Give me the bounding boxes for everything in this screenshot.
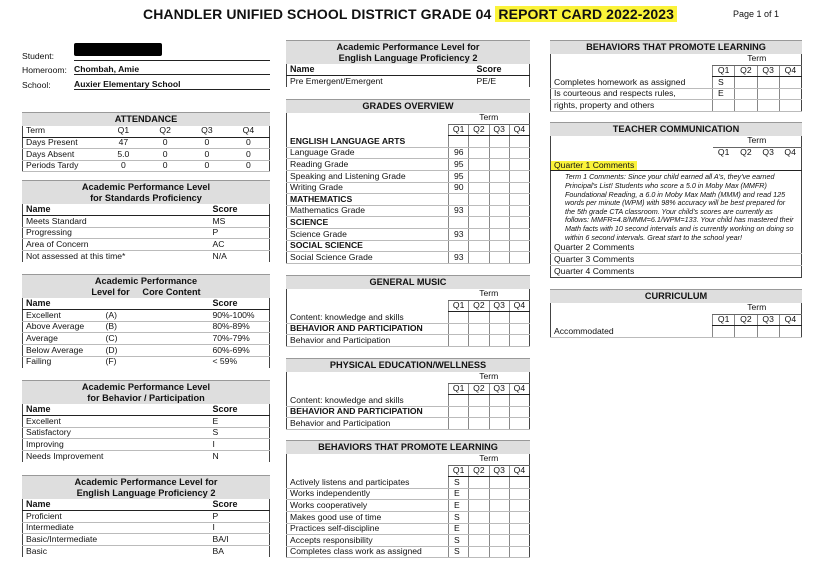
attendance-cell: 0 xyxy=(103,160,145,172)
table-row xyxy=(287,205,530,217)
legend-score-header: Score xyxy=(210,499,270,511)
q1-value xyxy=(449,418,469,430)
report-title-highlight: REPORT CARD 2022-2023 xyxy=(495,6,677,22)
apl-behavior-title-line1: Academic Performance Level xyxy=(81,382,211,392)
legend-cell: 90%-100% xyxy=(210,310,270,322)
row-label: Language Grade xyxy=(287,147,449,159)
q1-value: S xyxy=(449,512,469,524)
table-row xyxy=(287,136,530,148)
table-row xyxy=(287,488,530,500)
row-label: Accepts responsibility xyxy=(287,535,449,547)
attendance-cell: 0 xyxy=(228,149,270,161)
legend-cell: I xyxy=(210,522,270,534)
quarter-header: Q2 xyxy=(469,465,489,477)
table-row xyxy=(551,88,802,100)
legend-cell: Improving xyxy=(23,439,210,451)
row-label: Works independently xyxy=(287,488,449,500)
apl-content-title-line1: Academic Performance xyxy=(94,276,198,286)
legend-cell: (A) xyxy=(103,310,210,322)
legend-cell: N xyxy=(212,450,219,461)
legend-name-header: Name xyxy=(287,64,474,76)
row-label: Science Grade xyxy=(287,229,449,241)
quarter1-comments-label: Quarter 1 Comments xyxy=(551,161,637,170)
legend-name-header: Name xyxy=(23,298,210,310)
behaviors_right-term-label: Term xyxy=(713,54,802,66)
legend-cell: Proficient xyxy=(23,511,210,523)
row-label: SCIENCE xyxy=(287,217,449,229)
behaviors-mid-section xyxy=(286,440,530,558)
quarter2-comments-label: Quarter 2 Comments xyxy=(551,242,713,254)
quarter-header: Q3 xyxy=(489,124,509,136)
attendance-cell: Periods Tardy xyxy=(23,160,103,172)
quarter-header: Q2 xyxy=(469,383,489,395)
attendance-row xyxy=(23,149,270,161)
behaviors_mid-quarter-row xyxy=(287,465,530,477)
curriculum-quarter-row xyxy=(551,314,802,326)
legend-cell: N/A xyxy=(212,250,227,261)
legend-cell: P xyxy=(210,511,270,523)
report-title xyxy=(143,7,677,22)
attendance-col-header: Q1 xyxy=(103,126,145,138)
apl-behavior-table xyxy=(22,404,270,462)
legend-row xyxy=(23,356,270,368)
legend-row xyxy=(23,227,270,239)
teacher-comm-q1-header: Q1 xyxy=(717,147,730,158)
apl-content-title xyxy=(22,274,270,298)
legend-cell: (B) xyxy=(103,321,210,333)
attendance-section xyxy=(22,112,270,172)
legend-cell: (F) xyxy=(105,356,117,367)
teacher-comm-q3-header: Q3 xyxy=(762,147,774,158)
general_music-term-label: Term xyxy=(449,289,530,301)
quarter-header: Q3 xyxy=(757,314,779,326)
curriculum-title: CURRICULUM xyxy=(550,289,802,303)
q1-value: 90 xyxy=(449,182,469,194)
legend-row xyxy=(23,439,270,451)
row-label: Accommodated xyxy=(551,326,713,338)
legend-cell: Intermediate xyxy=(23,522,210,534)
attendance-col-header: Q4 xyxy=(228,126,270,138)
legend-cell: Satisfactory xyxy=(23,427,210,439)
q1-value: S xyxy=(449,535,469,547)
row-label: Behavior and Participation xyxy=(287,335,449,347)
legend-row xyxy=(287,76,530,88)
behaviors_mid-term-label: Term xyxy=(449,454,530,466)
legend-cell: Failing xyxy=(26,356,52,367)
legend-score-header: Score xyxy=(210,404,270,416)
legend-cell: Needs Improvement xyxy=(26,450,104,461)
legend-cell: Excellent xyxy=(23,416,210,428)
general_music-term-row xyxy=(287,289,530,301)
apl_elp_top-header-row xyxy=(287,64,530,76)
row-label: Speaking and Listening Grade xyxy=(287,171,449,183)
quarter-header: Q4 xyxy=(509,383,529,395)
apl-elp-left-table xyxy=(22,499,270,557)
table-row xyxy=(551,77,802,89)
q1-value: E xyxy=(449,488,469,500)
table-row xyxy=(287,171,530,183)
quarter-header: Q2 xyxy=(735,314,757,326)
legend-cell: Below Average xyxy=(23,345,103,357)
apl-content-table xyxy=(22,298,270,368)
attendance-header-row xyxy=(23,126,270,138)
grades-overview-section xyxy=(286,99,530,264)
table-row xyxy=(287,477,530,489)
q1-value: E xyxy=(449,500,469,512)
apl_behavior-header-row xyxy=(23,404,270,416)
quarter-header: Q1 xyxy=(713,314,735,326)
q1-value xyxy=(449,395,469,407)
attendance-cell: 0 xyxy=(186,160,228,172)
legend-cell: Meets Standard xyxy=(23,216,210,228)
behaviors_right-term-row xyxy=(551,54,802,66)
legend-cell: BA/I xyxy=(210,534,270,546)
attendance-cell: 0 xyxy=(144,137,186,149)
general-music-title: GENERAL MUSIC xyxy=(286,275,530,289)
row-label: Completes class work as assigned xyxy=(287,546,449,558)
legend-row xyxy=(23,310,270,322)
attendance-cell: Days Present xyxy=(23,137,103,149)
legend-cell: Area of Concern xyxy=(23,239,210,251)
grades_overview-quarter-row xyxy=(287,124,530,136)
apl-standards-table xyxy=(22,204,270,262)
quarter3-comments-label: Quarter 3 Comments xyxy=(551,254,713,266)
row-label: SOCIAL SCIENCE xyxy=(287,240,449,252)
attendance-cell: 0 xyxy=(144,149,186,161)
attendance-title: ATTENDANCE xyxy=(22,112,270,126)
quarter-header: Q4 xyxy=(779,314,801,326)
apl-standards-title-line1: Academic Performance Level xyxy=(81,182,211,192)
teacher-comm-q2-header: Q2 xyxy=(740,147,752,158)
row-label: Makes good use of time xyxy=(287,512,449,524)
homeroom-label: Homeroom: xyxy=(22,64,67,75)
student-label: Student: xyxy=(22,50,55,61)
legend-row xyxy=(23,321,270,333)
table-row xyxy=(287,523,530,535)
attendance-cell: 0 xyxy=(228,160,270,172)
legend-row xyxy=(23,534,270,546)
table-row xyxy=(287,546,530,558)
legend-cell: 60%-69% xyxy=(210,345,270,357)
table-row xyxy=(287,406,530,418)
apl-elp-left-title xyxy=(22,475,270,499)
table-row xyxy=(287,217,530,229)
quarter-header: Q1 xyxy=(449,300,469,312)
teacher-comm-term-label: Term xyxy=(713,136,802,148)
general-music-section xyxy=(286,275,530,347)
table-row xyxy=(287,312,530,324)
q1-value: 93 xyxy=(449,229,469,241)
quarter-header: Q1 xyxy=(713,65,735,77)
general_music-quarter-row xyxy=(287,300,530,312)
row-label: ENGLISH LANGUAGE ARTS xyxy=(287,136,449,148)
attendance-row xyxy=(23,160,270,172)
attendance-col-header: Q3 xyxy=(186,126,228,138)
behaviors-right-table xyxy=(550,54,802,112)
attendance-cell: 0 xyxy=(144,160,186,172)
q1-value xyxy=(713,100,735,112)
table-row xyxy=(287,240,530,252)
legend-cell: (D) xyxy=(103,345,210,357)
q1-value: E xyxy=(713,88,735,100)
q1-value: 96 xyxy=(449,147,469,159)
row-label: Actively listens and participates xyxy=(287,477,449,489)
row-label: Social Science Grade xyxy=(287,252,449,264)
legend-score-header: Score xyxy=(210,204,270,216)
q1-value: S xyxy=(713,77,735,89)
apl-behavior-title-line2: for Behavior / Participation xyxy=(87,392,205,403)
row-label: Is courteous and respects rules, xyxy=(551,88,713,100)
q1-value xyxy=(449,217,469,229)
table-row xyxy=(287,500,530,512)
quarter-header: Q4 xyxy=(779,65,801,77)
apl-standards-section xyxy=(22,180,270,262)
pe-term-row xyxy=(287,372,530,384)
legend-cell: 80%-89% xyxy=(210,321,270,333)
legend-row xyxy=(23,216,270,228)
school-value: Auxier Elementary School xyxy=(74,80,270,90)
q1-value xyxy=(449,136,469,148)
legend-name-header: Name xyxy=(23,404,210,416)
table-row xyxy=(287,335,530,347)
q1-value xyxy=(449,194,469,206)
curriculum-table xyxy=(550,303,802,338)
table-row xyxy=(287,395,530,407)
report-title-main: CHANDLER UNIFIED SCHOOL DISTRICT GRADE 04 xyxy=(143,6,492,22)
legend-cell: Pre Emergent/Emergent xyxy=(290,76,383,87)
row-label: rights, property and others xyxy=(551,100,713,112)
table-row xyxy=(287,147,530,159)
attendance-cell: 5.0 xyxy=(103,149,145,161)
q1-value: E xyxy=(449,523,469,535)
apl-behavior-title xyxy=(22,380,270,404)
grades-overview-table xyxy=(286,113,530,264)
q1-value xyxy=(449,335,469,347)
q1-value: 93 xyxy=(449,252,469,264)
legend-row xyxy=(23,416,270,428)
student-name-redaction xyxy=(74,43,162,56)
apl-standards-title-line2: for Standards Proficiency xyxy=(90,192,202,203)
behaviors-mid-table xyxy=(286,454,530,559)
apl-elp-top-title xyxy=(286,40,530,64)
quarter-header: Q1 xyxy=(449,124,469,136)
legend-row xyxy=(23,345,270,357)
apl-elp-left-title-line2: English Language Proficiency 2 xyxy=(76,487,216,498)
q1-value xyxy=(449,312,469,324)
legend-name-header: Name xyxy=(23,204,210,216)
general-music-table xyxy=(286,289,530,347)
grades_overview-term-row xyxy=(287,113,530,125)
teacher-comm-section xyxy=(550,122,802,278)
apl-elp-top-table xyxy=(286,64,530,87)
row-label: Content: knowledge and skills xyxy=(287,312,449,324)
quarter-header: Q3 xyxy=(489,383,509,395)
table-row xyxy=(287,512,530,524)
legend-row xyxy=(23,511,270,523)
legend-row xyxy=(23,546,270,558)
legend-cell: E xyxy=(210,416,270,428)
table-row xyxy=(287,323,530,335)
legend-cell: AC xyxy=(210,239,270,251)
legend-row xyxy=(23,451,270,463)
row-label: Practices self-discipline xyxy=(287,523,449,535)
apl-content-title-line2: Level for Core Content xyxy=(91,286,201,297)
legend-cell: PE/E xyxy=(476,76,497,87)
quarter-header: Q2 xyxy=(735,65,757,77)
quarter-header: Q4 xyxy=(509,124,529,136)
row-label: Works cooperatively xyxy=(287,500,449,512)
row-label: Completes homework as assigned xyxy=(551,77,713,89)
row-label: BEHAVIOR AND PARTICIPATION xyxy=(287,406,449,418)
grades_overview-term-label: Term xyxy=(449,113,530,125)
teacher-comm-title: TEACHER COMMUNICATION xyxy=(550,122,802,136)
legend-row xyxy=(23,522,270,534)
table-row xyxy=(287,535,530,547)
legend-cell: < 59% xyxy=(212,356,238,367)
q1-value: 93 xyxy=(449,205,469,217)
row-label: Content: knowledge and skills xyxy=(287,395,449,407)
legend-row xyxy=(23,239,270,251)
legend-cell: Not assessed at this time* xyxy=(26,250,126,261)
pe-section xyxy=(286,358,530,430)
legend-score-header: Score xyxy=(210,298,270,310)
page-number: Page 1 of 1 xyxy=(733,9,780,19)
quarter4-comments-label: Quarter 4 Comments xyxy=(554,265,635,276)
grades-overview-title: GRADES OVERVIEW xyxy=(286,99,530,113)
row-label: BEHAVIOR AND PARTICIPATION xyxy=(287,323,449,335)
legend-row xyxy=(23,427,270,439)
quarter1-comments-text: Term 1 Comments: Since your child earned all A's, they've earned Principal's List! Students who score a 5.0 in Moby Max (MMFR) Foundational Reading, a 6.0 in Moby Max Math (MMM) and read 125 words per minute (WPM) with 98% accuracy will be best prepared for the 5th grade CTA classroom. Your child's scores are currently as follows: MMFR=4.8/MMM=6.1/WPM=133. Your child has mastered their Math facts with 10 second intervals and is currently working on doing so within 6 second intervals. Great start to the school year! xyxy=(565,172,794,242)
quarter-header: Q2 xyxy=(469,124,489,136)
pe-table xyxy=(286,372,530,430)
legend-cell: I xyxy=(210,439,270,451)
apl_standards-header-row xyxy=(23,204,270,216)
legend-cell: P xyxy=(210,227,270,239)
legend-row xyxy=(23,251,270,263)
legend-cell: MS xyxy=(210,216,270,228)
homeroom-value: Chombah, Amie xyxy=(74,65,270,75)
legend-cell: Basic/Intermediate xyxy=(23,534,210,546)
attendance-col-header: Q2 xyxy=(144,126,186,138)
legend-cell: Progressing xyxy=(23,227,210,239)
attendance-cell: 0 xyxy=(186,149,228,161)
teacher-comm-table xyxy=(550,136,802,278)
q1-value: 95 xyxy=(449,171,469,183)
pe-title: PHYSICAL EDUCATION/WELLNESS xyxy=(286,358,530,372)
pe-quarter-row xyxy=(287,383,530,395)
attendance-col-header: Term xyxy=(23,126,103,138)
q1-value xyxy=(713,326,735,338)
legend-name-header: Name xyxy=(23,499,210,511)
attendance-row xyxy=(23,137,270,149)
pe-term-label: Term xyxy=(449,372,530,384)
q1-value xyxy=(449,240,469,252)
quarter-header: Q3 xyxy=(757,65,779,77)
row-label: Mathematics Grade xyxy=(287,205,449,217)
legend-cell: Average xyxy=(23,333,103,345)
table-row xyxy=(551,326,802,338)
q1-value: S xyxy=(449,546,469,558)
curriculum-term-label: Term xyxy=(713,303,802,315)
quarter-header: Q3 xyxy=(489,300,509,312)
behaviors_mid-term-row xyxy=(287,454,530,466)
apl-elp-top-section xyxy=(286,40,530,87)
table-row xyxy=(287,194,530,206)
row-label: Writing Grade xyxy=(287,182,449,194)
apl-elp-left-title-line1: Academic Performance Level for xyxy=(74,477,218,487)
apl-standards-title xyxy=(22,180,270,204)
teacher-comm-q4-header: Q4 xyxy=(784,147,796,158)
quarter-header: Q4 xyxy=(509,300,529,312)
legend-cell: Basic xyxy=(26,545,48,556)
table-row xyxy=(287,252,530,264)
legend-cell: BA xyxy=(212,545,224,556)
table-row xyxy=(287,418,530,430)
behaviors-right-title: BEHAVIORS THAT PROMOTE LEARNING xyxy=(550,40,802,54)
quarter-header: Q1 xyxy=(449,465,469,477)
curriculum-term-row xyxy=(551,303,802,315)
row-label: Behavior and Participation xyxy=(287,418,449,430)
quarter-header: Q2 xyxy=(469,300,489,312)
row-label: Reading Grade xyxy=(287,159,449,171)
table-row xyxy=(287,159,530,171)
legend-score-header: Score xyxy=(474,64,530,76)
behaviors_right-quarter-row xyxy=(551,65,802,77)
legend-cell: 70%-79% xyxy=(210,333,270,345)
behaviors-mid-title: BEHAVIORS THAT PROMOTE LEARNING xyxy=(286,440,530,454)
attendance-cell: 0 xyxy=(228,137,270,149)
apl-elp-top-title-line1: Academic Performance Level for xyxy=(336,42,480,52)
apl-elp-top-title-line2: English Language Proficiency 2 xyxy=(338,52,478,63)
legend-cell: S xyxy=(210,427,270,439)
apl-content-section xyxy=(22,274,270,368)
attendance-cell: 47 xyxy=(103,137,145,149)
legend-cell: Above Average xyxy=(23,321,103,333)
legend-row xyxy=(23,333,270,345)
behaviors-right-section xyxy=(550,40,802,112)
apl-elp-left-section xyxy=(22,475,270,557)
q1-value: S xyxy=(449,477,469,489)
quarter-header: Q1 xyxy=(449,383,469,395)
attendance-table xyxy=(22,126,270,173)
table-row xyxy=(287,229,530,241)
q1-value xyxy=(449,406,469,418)
q1-value: 95 xyxy=(449,159,469,171)
apl_content-header-row xyxy=(23,298,270,310)
table-row xyxy=(551,100,802,112)
apl_elp_left-header-row xyxy=(23,499,270,511)
apl-behavior-section xyxy=(22,380,270,462)
attendance-cell: 0 xyxy=(186,137,228,149)
legend-cell: (C) xyxy=(103,333,210,345)
q1-value xyxy=(449,323,469,335)
attendance-cell: Days Absent xyxy=(23,149,103,161)
table-row xyxy=(287,182,530,194)
legend-cell: Excellent xyxy=(23,310,103,322)
row-label: MATHEMATICS xyxy=(287,194,449,206)
quarter-header: Q4 xyxy=(509,465,529,477)
quarter-header: Q3 xyxy=(489,465,509,477)
school-label: School: xyxy=(22,79,51,90)
curriculum-section xyxy=(550,289,802,338)
